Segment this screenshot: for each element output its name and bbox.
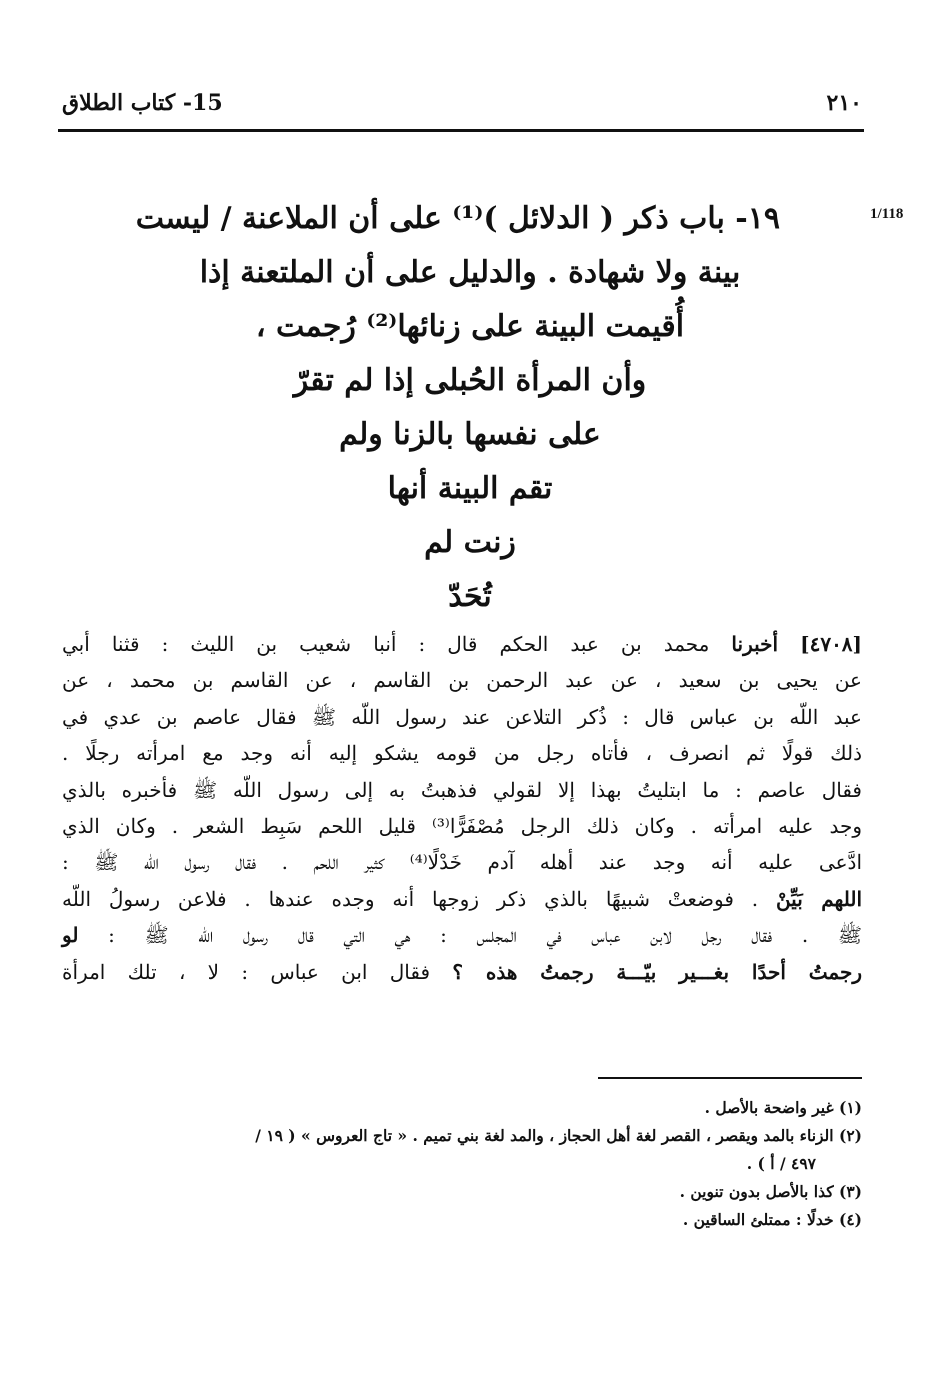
- text-line: وجد عليه امرأته . وكان ذلك الرجل مُصْفَرًّا⁽³⁾ قليل اللحم سَبِط الشعر . وكان الذي: [62, 814, 862, 839]
- page-number: ٢١٠: [826, 90, 862, 116]
- text-line: [62, 917, 862, 953]
- running-header-book-title: 15- كتاب الطلاق: [62, 90, 223, 116]
- chapter-title-line: على نفسها بالزنا ولم: [339, 417, 601, 452]
- header-divider: [58, 129, 864, 132]
- hadith-number: [٤٧٠٨]: [800, 632, 863, 656]
- chapter-title-line: ١٩- باب ذكر ( الدلائل )⁽¹⁾ على أن الملاعنة / ليست: [135, 201, 780, 236]
- chapter-title-line: أُقيمت البينة على زنائها⁽²⁾ رُجمت ،: [255, 309, 685, 344]
- text-line: عبد اللّه بن عباس قال : ذُكر التلاعن عند رسول اللّه ﷺ فقال عاصم بن عدي في: [62, 704, 862, 729]
- prophetic-quote: رجمتُ أحدًا بغـــير بيّـــة رجمتُ هذه ؟: [452, 959, 862, 984]
- text-line: [62, 881, 862, 917]
- chapter-title-line: بينة ولا شهادة . والدليل على أن الملتعنة إذا: [199, 255, 741, 290]
- text-line: ذلك قولًا ثم انصرف ، فأتاه رجل من قومه يشكو إليه أنه وجد مع امرأته رجلًا .: [62, 741, 862, 766]
- narration-lead: أخبرنا: [731, 632, 779, 656]
- chapter-title: [135, 192, 780, 624]
- footnote-divider: [598, 1077, 862, 1079]
- text-segment: فقال ابن عباس : لا ، تلك امرأة: [62, 959, 431, 984]
- chapter-title-line: زنت لم: [424, 525, 516, 560]
- text-line: [62, 954, 862, 990]
- prophetic-quote: لو: [62, 923, 79, 948]
- text-segment: محمد بن عبد الحكم قال : أنبا شعيب بن الليث : قثنا أبي: [62, 632, 710, 656]
- margin-manuscript-reference: 1/118: [870, 206, 904, 222]
- footnote: (٤) خدلًا : ممتلئ الساقين .: [682, 1210, 862, 1229]
- text-line: عن يحيى بن سعيد ، عن عبد الرحمن بن القاسم ، عن القاسم بن محمد ، عن: [62, 668, 862, 693]
- text-segment: ﷺ . فقال رجل لابن عباس في المجلس : هي التي قال رسول اللّه ﷺ :: [108, 923, 862, 948]
- footnote: (٢) الزناء بالمد ويقصر ، القصر لغة أهل الحجاز ، والمد لغة بني تميم . « تاج العروس » ( ١٩ /: [255, 1126, 862, 1145]
- chapter-title-line: وأن المرأة الحُبلى إذا لم تقرّ: [293, 363, 647, 398]
- text-segment: . فوضعتْ شبيهًا بالذي ذكر زوجها أنه وجده عندها . فلاعن رسولُ اللّه: [62, 886, 759, 911]
- chapter-title-line: تُحَدّ: [448, 579, 492, 614]
- text-line: ادَّعى عليه أنه وجد عند أهله آدم خَدْلًا⁽⁴⁾ كثير اللحم . فقال رسول اللّه ﷺ :: [62, 850, 863, 875]
- hadith-text: [62, 626, 862, 990]
- footnotes: [62, 1094, 862, 1234]
- footnote: (٣) كذا بالأصل بدون تنوين .: [679, 1182, 862, 1201]
- prophetic-quote: اللهم بَيِّنْ: [775, 886, 863, 911]
- text-line: فقال عاصم : ما ابتليتُ بهذا إلا لقولي فذهبتُ به إلى رسول اللّه ﷺ فأخبره بالذي: [62, 777, 862, 802]
- chapter-title-line: تقم البينة أنها: [387, 471, 553, 506]
- text-line: [62, 626, 862, 662]
- footnote-continuation: ٤٩٧ / أ ) .: [746, 1154, 816, 1173]
- footnote: (١) غير واضحة بالأصل .: [704, 1098, 862, 1117]
